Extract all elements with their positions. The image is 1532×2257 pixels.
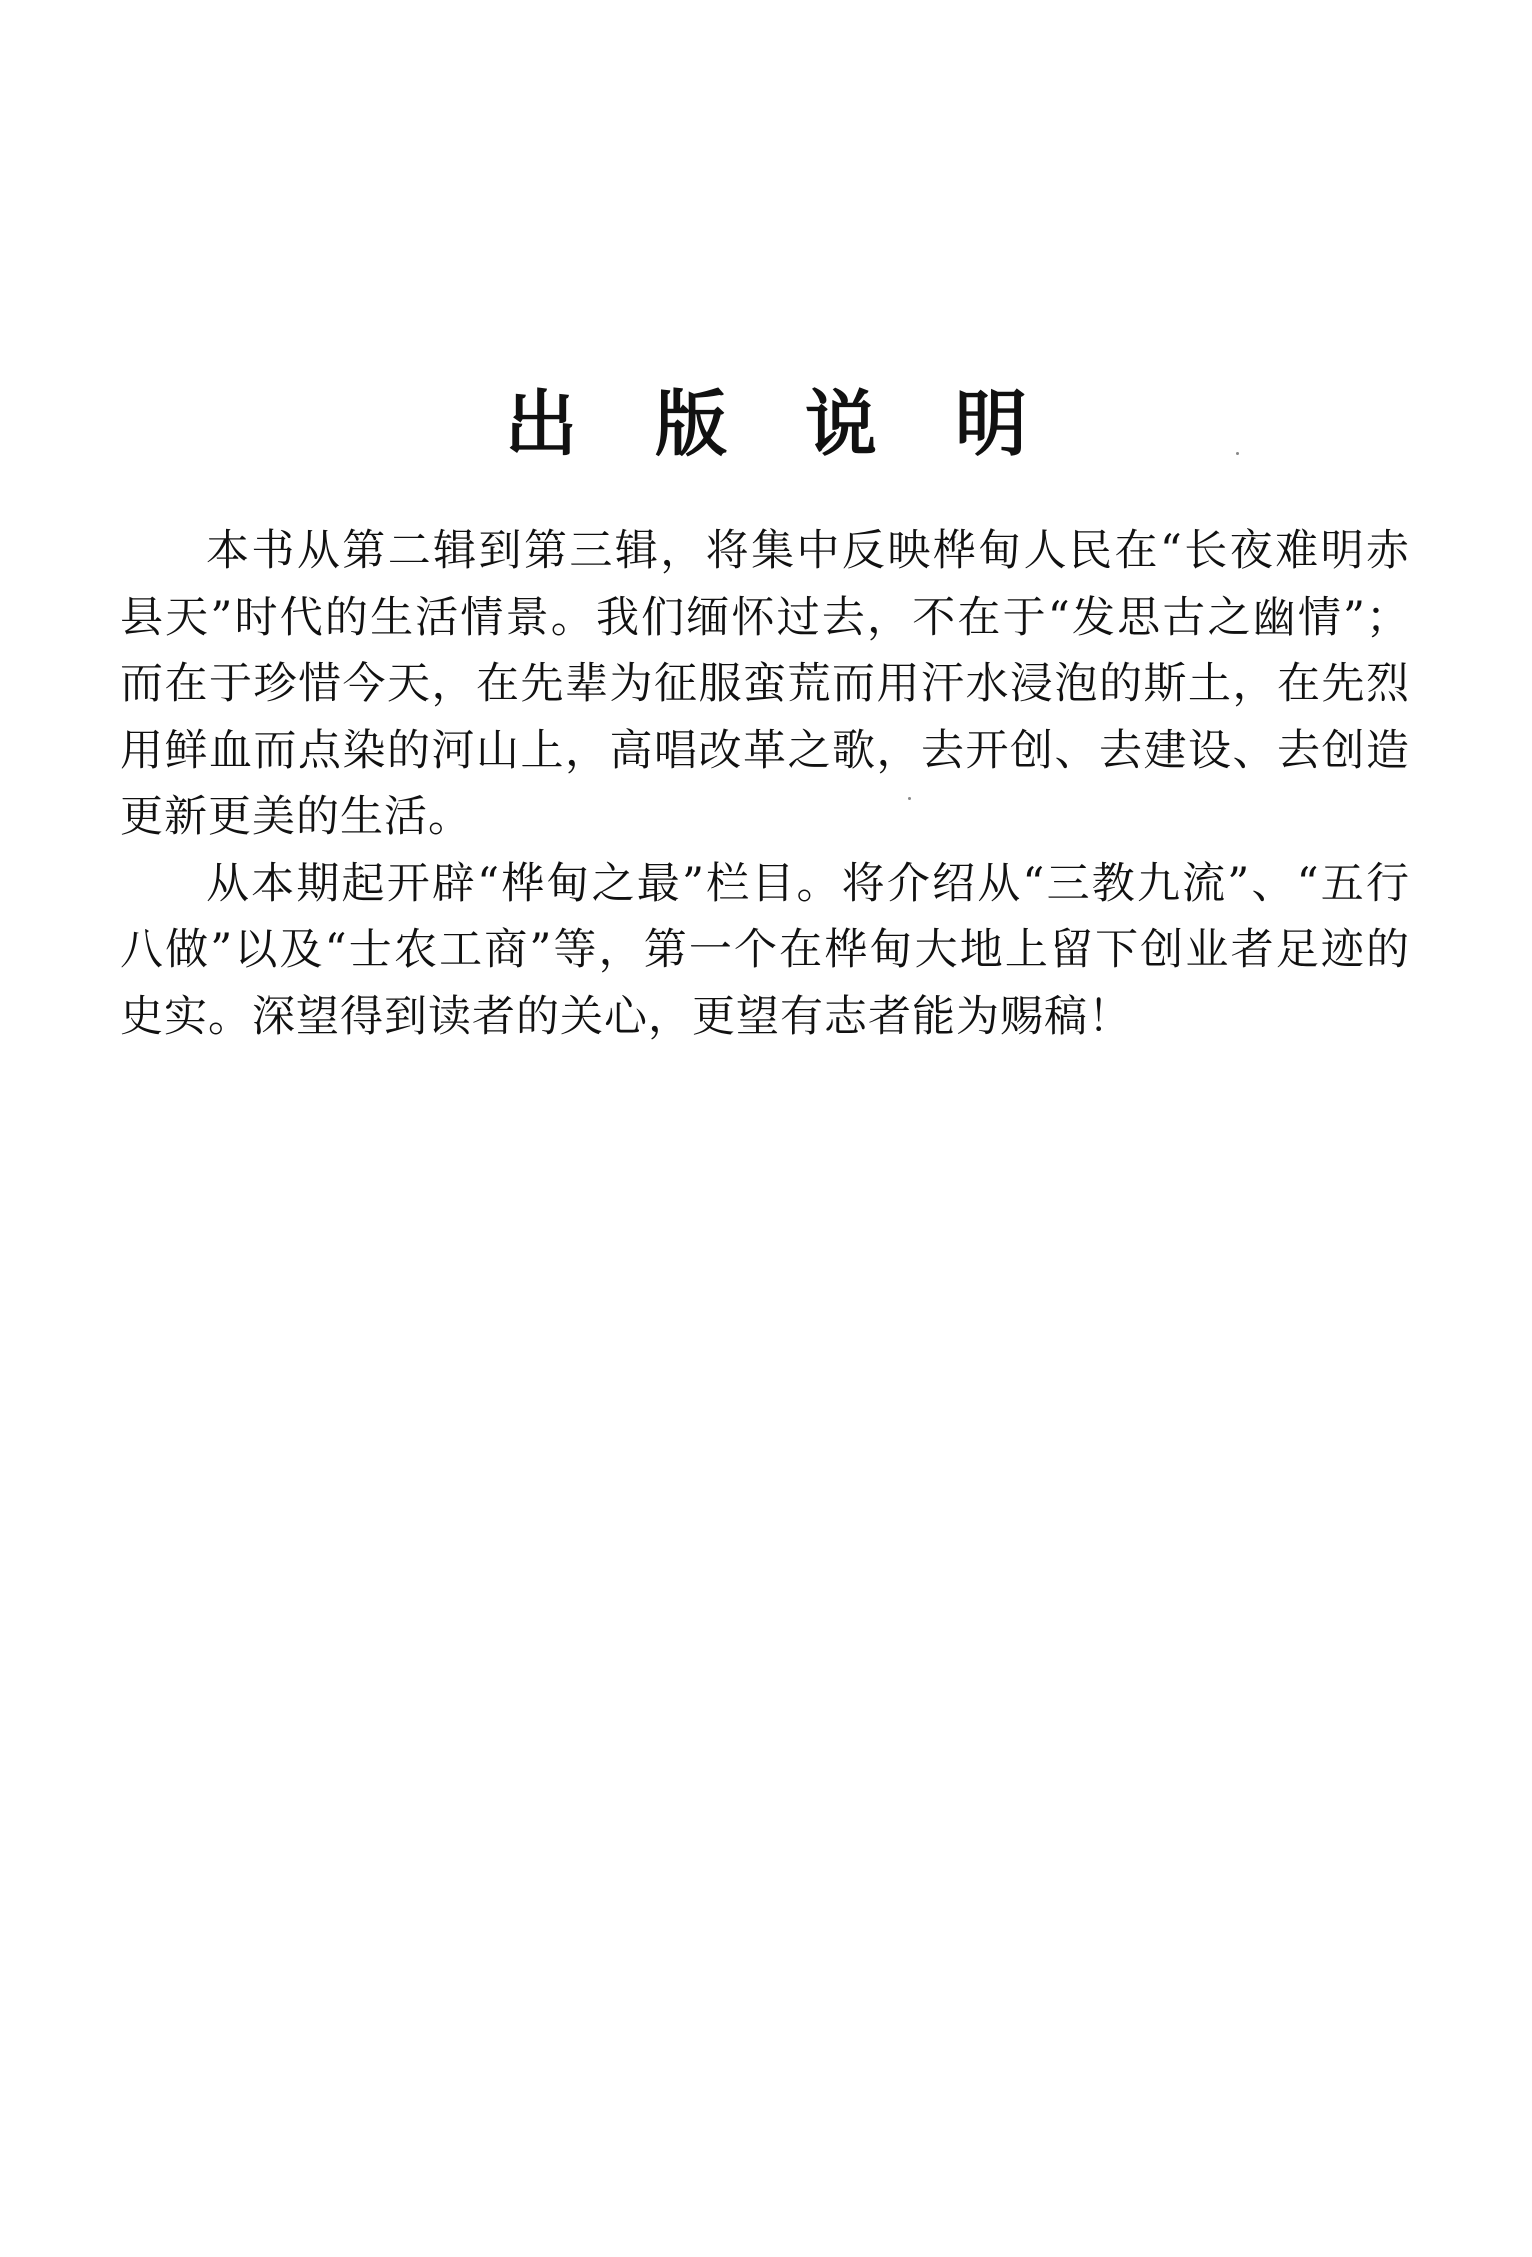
page-title: 出版说明 <box>504 381 1105 466</box>
scan-speck <box>1236 452 1239 455</box>
paragraph: 本书从第二辑到第三辑，将集中反映桦甸人民在“长夜难明赤县天”时代的生活情景。我们缅怀过去，不在于“发思古之幽情”；而在于珍惜今天，在先辈为征服蛮荒而用汗水浸泡的斯土，在先烈用鲜血而点染的河山上，高唱改革之歌，去开创、去建设、去创造更新更美的生活。 <box>120 526 1410 842</box>
scan-speck <box>908 797 911 800</box>
paragraph: 从本期起开辟“桦甸之最”栏目。将介绍从“三教九流”、“五行八做”以及“士农工商”等，第一个在桦甸大地上留下创业者足迹的史实。深望得到读者的关心，更望有志者能为赐稿！ <box>120 858 1410 1042</box>
body-text <box>120 518 1410 1050</box>
